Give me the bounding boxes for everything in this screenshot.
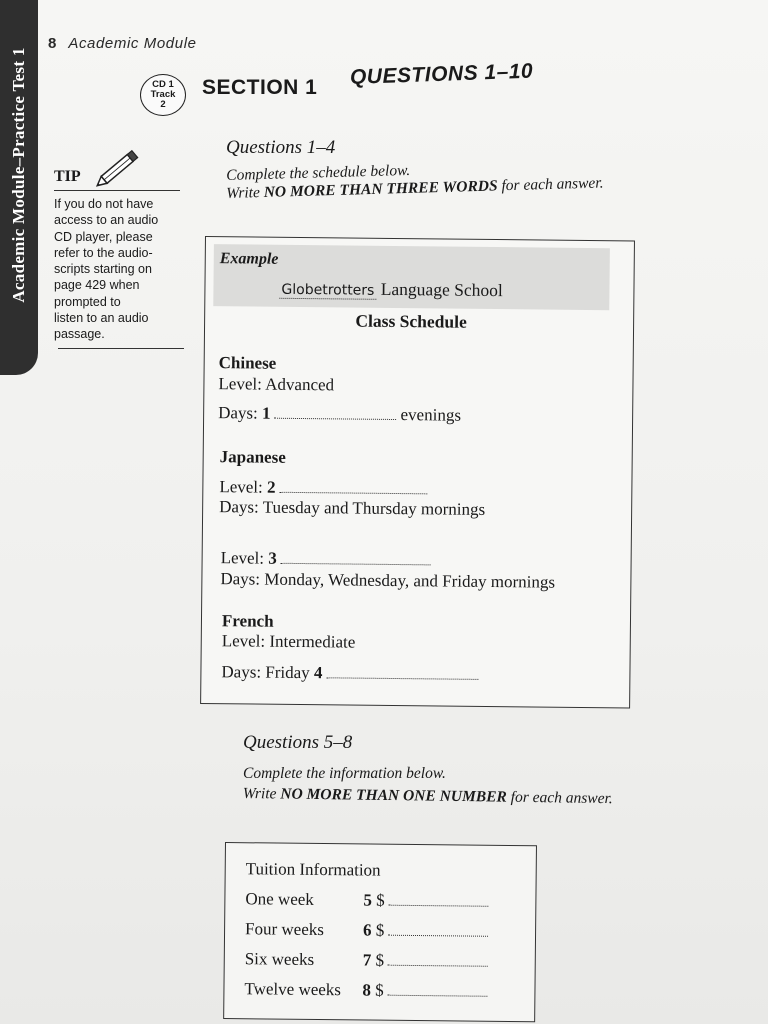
part1-instruction-1: Complete the schedule below. [226,161,411,184]
japanese-level-3: Level: 3 [221,548,435,570]
tuition-row: One week 5 $ [245,889,492,912]
tuition-row: Six weeks 7 $ [245,949,492,972]
part2-instruction-1: Complete the information below. [243,765,446,782]
schedule-title: Class Schedule [355,310,467,332]
side-tab [0,0,38,375]
question-number-6: 6 [362,920,372,940]
tip-line: CD player, please [54,229,153,244]
running-head [48,35,197,52]
track-number: 2 [160,99,166,110]
tuition-info-box [223,842,537,1022]
example-answer: Globetrotters [279,282,376,300]
side-tab-label: Academic Module–Practice Test 1 [9,47,28,303]
page-number: 8 [48,35,57,52]
example-label: Example [219,250,279,268]
word-limit: NO MORE THAN THREE WORDS [263,177,498,201]
french-level: Level: Intermediate [221,631,356,652]
pencil-icon [94,146,144,190]
questions-range-title: QUESTIONS 1–10 [349,59,534,89]
question-number-2: 2 [266,477,276,497]
example-band [213,244,610,310]
question-number-8: 8 [362,980,372,1000]
tip-line: page 429 when [54,278,140,293]
cd-track-badge [140,74,186,116]
chinese-level: Level: Advanced [218,374,335,395]
tip-line: scripts starting on [54,262,152,277]
answer-blank-7[interactable] [388,951,488,967]
module-name: Academic Module [68,35,197,52]
tip-line: access to an audio [54,213,159,228]
questions-5-8-heading: Questions 5–8 [243,732,353,753]
japanese-days-1: Days: Tuesday and Thursday mornings [219,497,486,519]
class-schedule-box [200,236,635,708]
tip-label: TIP [54,168,81,185]
question-number-5: 5 [363,890,372,910]
chinese-days: Days: 1 evenings [218,403,462,425]
french-days: Days: Friday 4 [221,662,482,685]
tuition-row: Four weeks 6 $ [245,919,492,942]
tip-line: If you do not have [54,197,154,211]
number-limit: NO MORE THAN ONE NUMBER [280,785,507,806]
french-heading: French [221,611,274,631]
answer-blank-6[interactable] [388,921,488,937]
part2-instruction-2: Write NO MORE THAN ONE NUMBER for each answer. [242,784,613,808]
part1-instruction-2: Write NO MORE THAN THREE WORDS for each answer. [226,174,604,202]
answer-blank-8[interactable] [388,981,488,997]
answer-blank-4[interactable] [326,663,478,680]
example-rest: Language School [380,278,503,301]
tuition-row: Twelve weeks 8 $ [244,979,491,1002]
tip-line: refer to the audio- [54,245,153,260]
answer-blank-5[interactable] [389,891,489,907]
answer-blank-1[interactable] [275,404,397,420]
tip-text [54,196,184,343]
questions-1-4-heading: Questions 1–4 [226,137,336,158]
tuition-title: Tuition Information [245,859,381,880]
japanese-days-2: Days: Monday, Wednesday, and Friday mornings [220,569,556,592]
tip-line: passage. [54,327,105,342]
tip-divider [58,348,184,349]
cd-label: CD 1 [152,79,174,90]
question-number-1: 1 [261,403,271,423]
tip-line: prompted to [54,294,121,309]
answer-blank-3[interactable] [281,549,431,566]
answer-blank-2[interactable] [279,478,427,495]
japanese-level-2: Level: 2 [219,477,431,499]
question-number-7: 7 [362,950,372,970]
section-title: SECTION 1 [202,76,318,99]
question-number-3: 3 [268,548,277,568]
tip-line: listen to an audio [54,311,149,326]
example-line [279,278,503,301]
japanese-heading: Japanese [219,447,286,467]
question-number-4: 4 [313,663,323,683]
chinese-heading: Chinese [218,353,277,373]
tip-header [54,168,180,191]
track-label: Track [150,89,176,100]
